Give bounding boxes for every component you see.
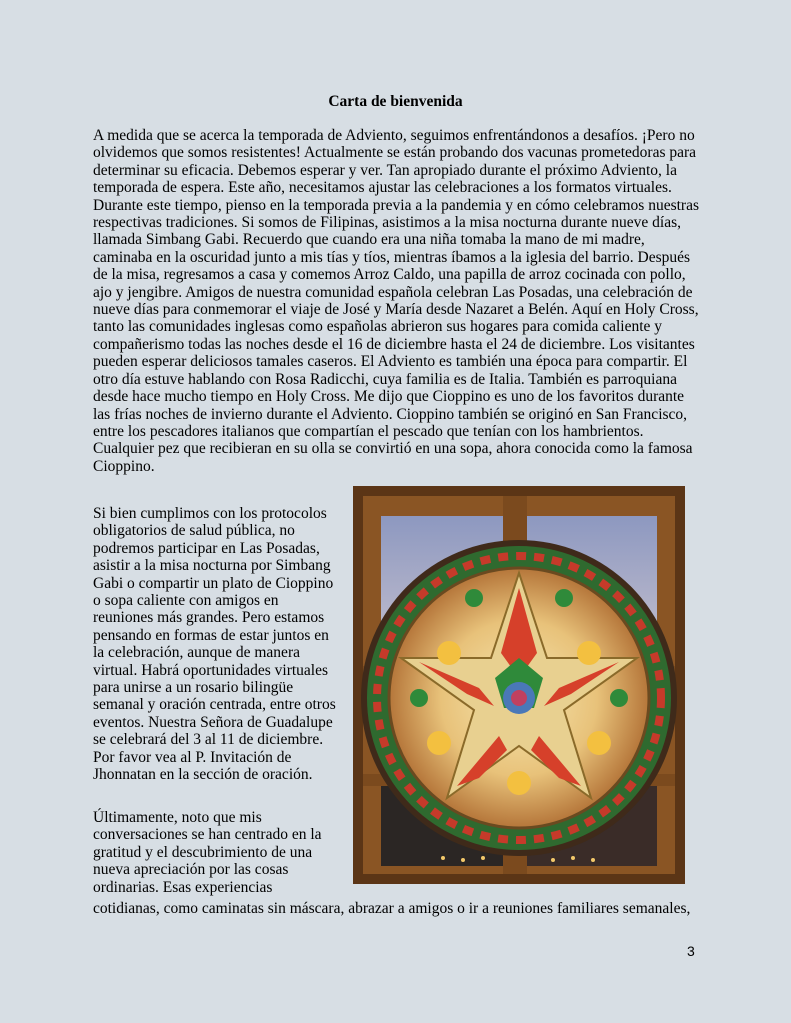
paragraph-intro: A medida que se acerca la temporada de Adviento, seguimos enfrentándonos a desafíos. ¡Pero no olvidemos que somos resistentes! Actualmente se están probando dos vacunas prometedoras para determinar su eficacia. Debemos esperar y ver. Tan apropiado durante el próximo Adviento, la temporada de espera. Este año, necesitamos ajustar las celebraciones a los formatos virtuales. Durante este tiempo, pienso en la temporada previa a la pandemia y en cómo celebramos nuestras respectivas tradiciones. Si somos de Filipinas, asistimos a la misa nocturna durante nueve días, llamada Simbang Gabi. Recuerdo que cuando era una niña tomaba la mano de mi madre, caminaba en la oscuridad junto a mis tías y tíos, mientras íbamos a la iglesia del barrio. Después de la misa, regresamos a casa y comemos Arroz Caldo, una papilla de arroz cocinada con pollo, ajo y jengibre. Amigos de nuestra comunidad española celebran Las Posadas, una celebración de nueve días para conmemorar el viaje de José y María desde Nazaret a Belén. Aquí en Holy Cross, tanto las comunidades inglesas como españolas abrieron sus hogares para comida caliente y compañerismo todas las noches desde el 16 de diciembre hasta el 24 de diciembre. Los visitantes pueden esperar deliciosos tamales caseros. El Adviento es también una época para compartir. El otro día estuve hablando con Rosa Radicchi, cuya familia es de Italia. También es parroquiana desde hace mucho tiempo en Holy Cross. Me dijo que Cioppino es uno de los favoritos durante las frías noches de invierno durante el Adviento. Cioppino también se originó en San Francisco, entre los pescadores italianos que compartían el pescado que tenían con los hambrientos. Cualquier pez que recibieran en su olla se convirtió en una sopa, ahora conocida como la famosa Cioppino. bbox=[93, 127, 699, 475]
paragraph-gratitude-continued: cotidianas, como caminatas sin máscara, abrazar a amigos o ir a reuniones familiares semanales, bbox=[93, 900, 691, 917]
paragraph-gratitude: Últimamente, noto que mis conversaciones se han centrado en la gratitud y el descubrimiento de una nueva apreciación por las cosas ordinarias. Esas experiencias bbox=[93, 809, 322, 896]
parol-lantern-icon bbox=[353, 486, 685, 884]
parol-lantern-photo bbox=[353, 486, 685, 884]
page-number: 3 bbox=[687, 943, 695, 959]
paragraph-protocols: Si bien cumplimos con los protocolos obligatorios de salud pública, no podremos participar en Las Posadas, asistir a la misa nocturna por Simbang Gabi o compartir un plato de Cioppino o sopa caliente con amigos en reuniones más grandes. Pero estamos pensando en formas de estar juntos en la celebración, aunque de manera virtual. Habrá oportunidades virtuales para unirse a un rosario bilingüe semanal y oración centrada, entre otros eventos. Nuestra Señora de Guadalupe se celebrará del 3 al 11 de diciembre. Por favor vea al P. Invitación de Jhonnatan en la sección de oración. bbox=[93, 505, 336, 784]
page-title: Carta de bienvenida bbox=[328, 93, 463, 110]
